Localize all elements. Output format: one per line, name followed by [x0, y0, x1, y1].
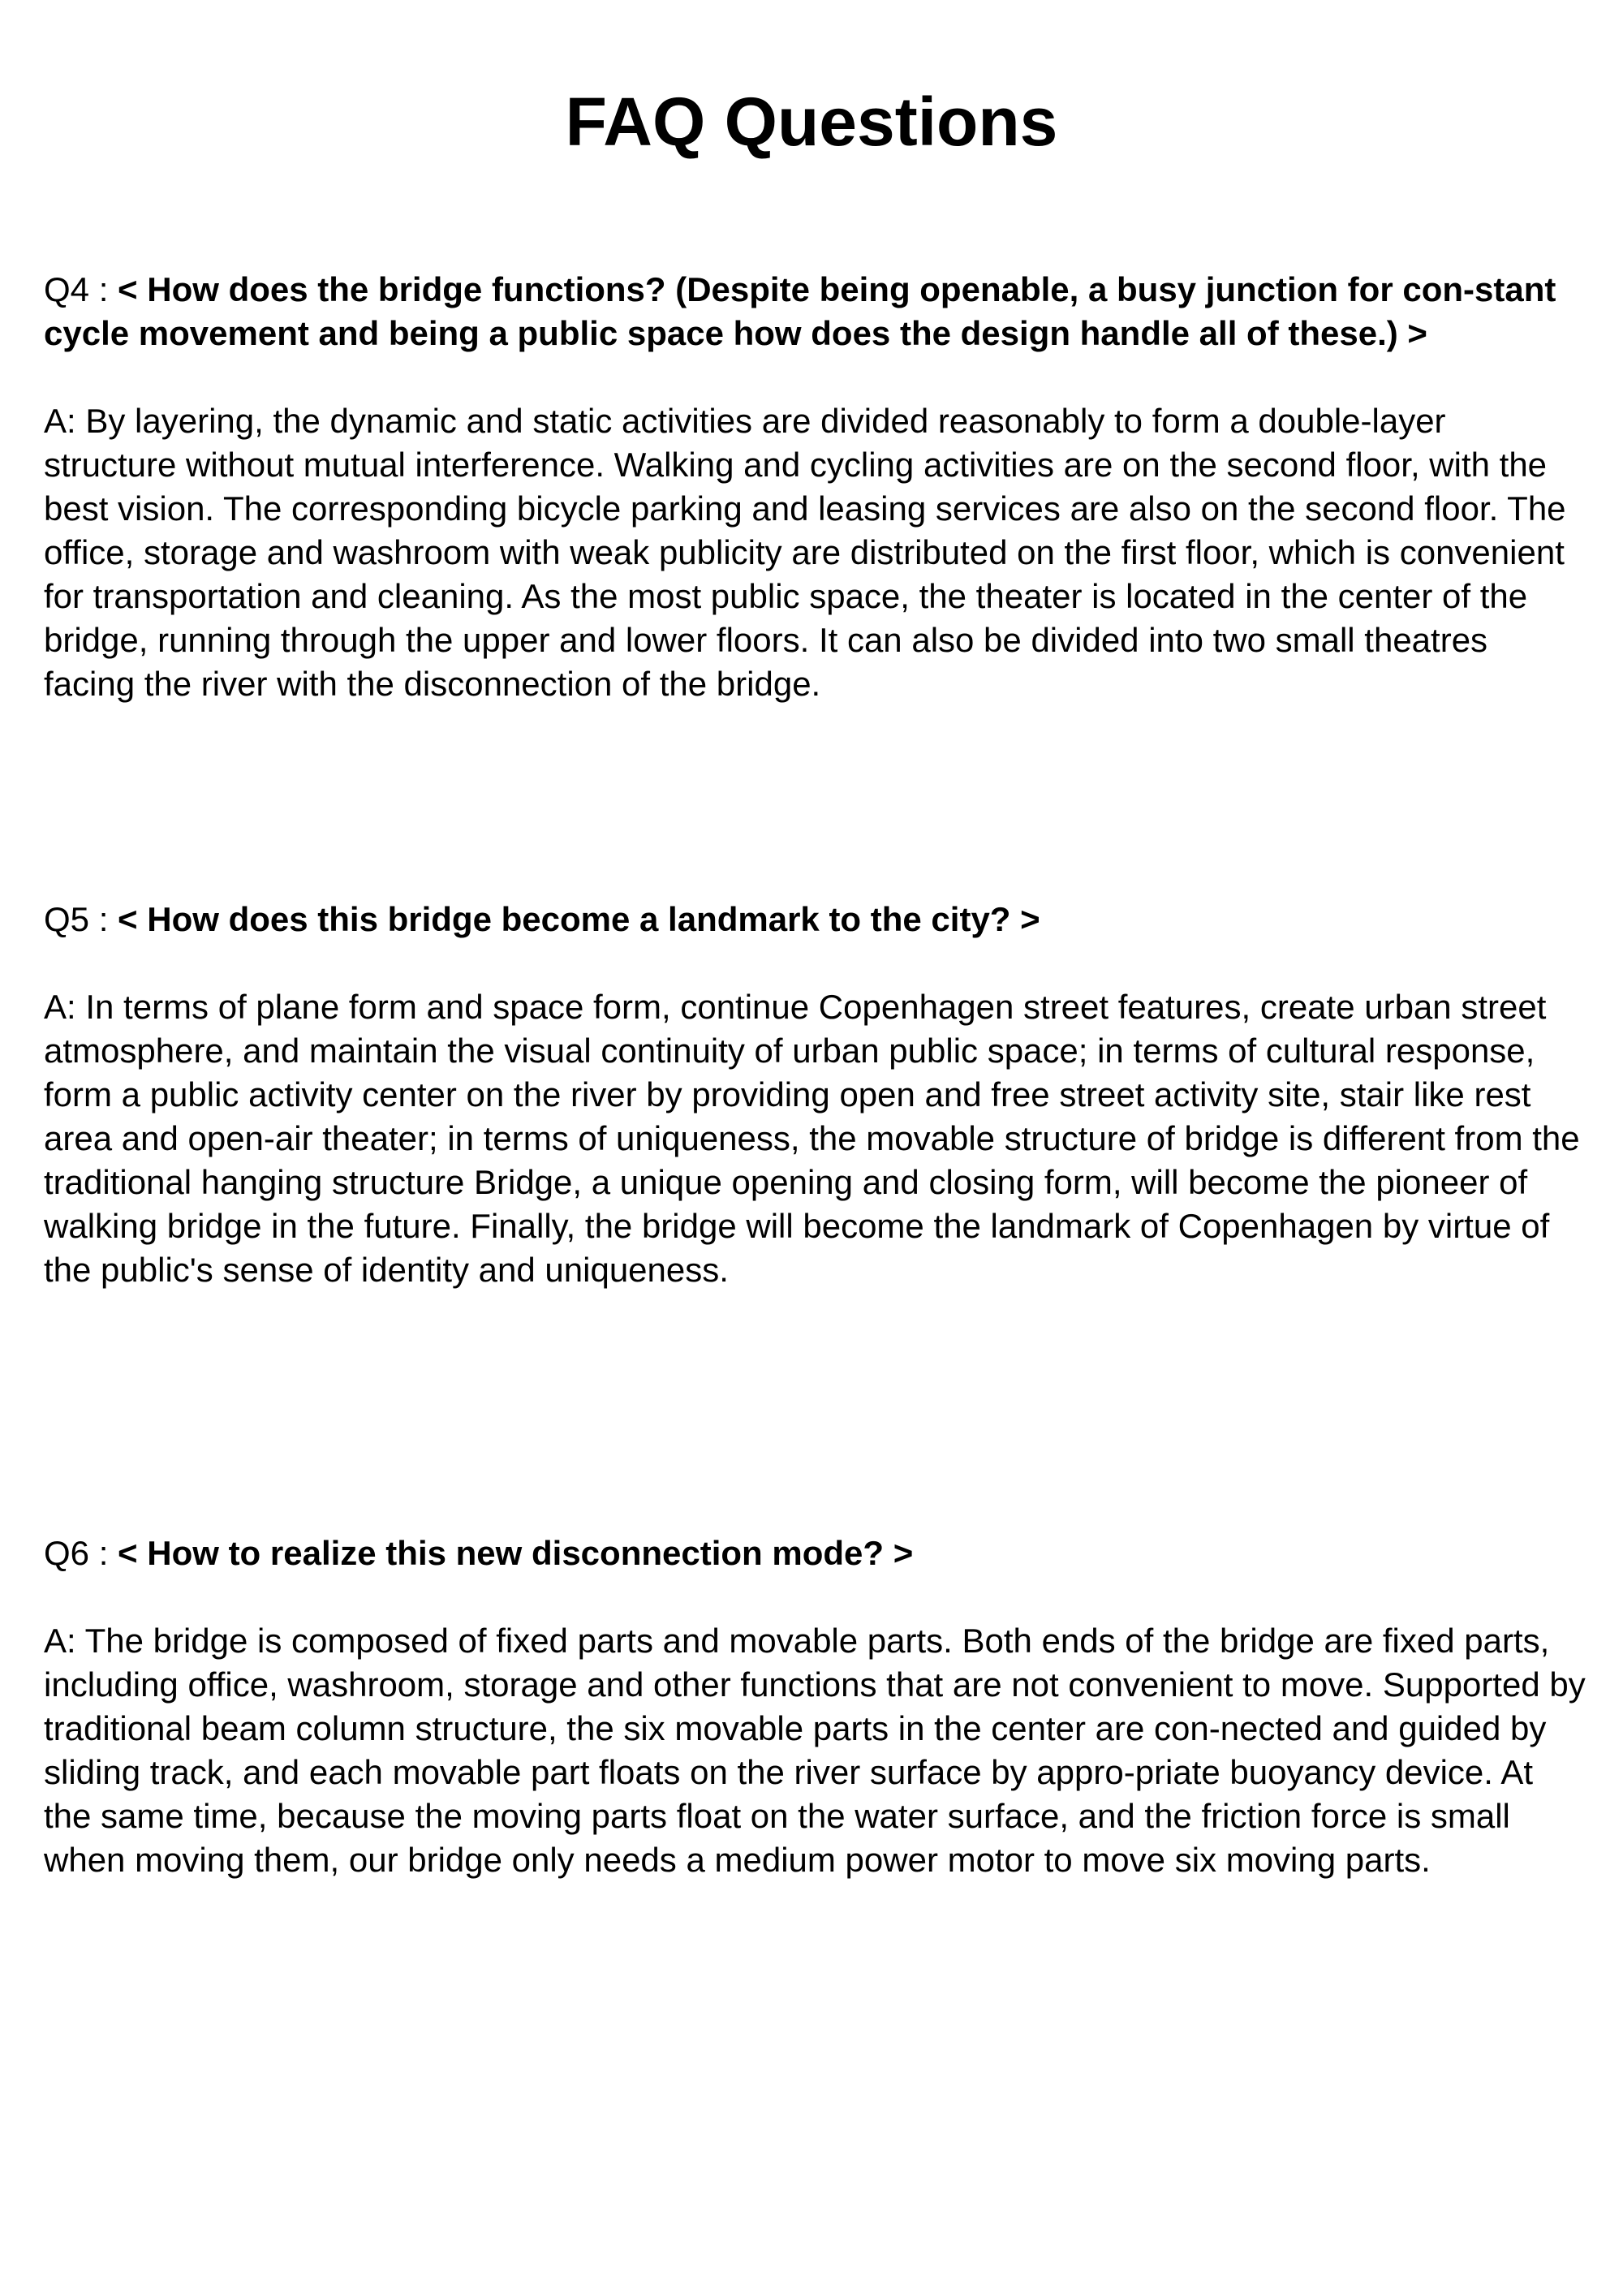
faq-item-q4	[44, 268, 1586, 706]
faq-item-q5	[44, 898, 1586, 1292]
question-number: Q4 :	[44, 270, 118, 308]
page-title: FAQ Questions	[565, 84, 1058, 160]
faq-item-q6	[44, 1531, 1586, 1882]
question-text: < How does this bridge become a landmark to the city? >	[118, 900, 1040, 938]
faq-question	[44, 268, 1586, 355]
faq-answer: A: In terms of plane form and space form, continue Copenhagen street features, create urban street atmosphere, and maintain the visual continuity of urban public space; in terms of cultural response, form a public activity center on the river by providing open and free street activity site, stair like rest area and open-air theater; in terms of uniqueness, the movable structure of bridge is different from the traditional hanging structure Bridge, a unique opening and closing form, will become the pioneer of walking bridge in the future. Finally, the bridge will become the landmark of Copenhagen by virtue of the public's sense of identity and uniqueness.	[44, 988, 1580, 1289]
faq-question	[44, 898, 1586, 941]
faq-answer: A: The bridge is composed of fixed parts and movable parts. Both ends of the bridge are fixed parts, including office, washroom, storage and other functions that are not convenient to move. Supported by traditional beam column structure, the six movable parts in the center are con-nected and guided by sliding track, and each movable part floats on the river surface by appro-priate buoyancy device. At the same time, because the moving parts float on the water surface, and the friction force is small when moving them, our bridge only needs a medium power motor to move six moving parts.	[44, 1622, 1586, 1879]
question-number: Q5 :	[44, 900, 118, 938]
question-number: Q6 :	[44, 1534, 118, 1572]
faq-question	[44, 1531, 1586, 1575]
question-text: < How does the bridge functions? (Despite being openable, a busy junction for con-stant cycle movement and being a public space how does the design handle all of these.) >	[44, 270, 1556, 352]
faq-answer: A: By layering, the dynamic and static activities are divided reasonably to form a double-layer structure without mutual interference. Walking and cycling activities are on the second floor, with the best vision. The corresponding bicycle parking and leasing services are also on the second floor. The office, storage and washroom with weak publicity are distributed on the first floor, which is convenient for transportation and cleaning. As the most public space, the theater is located in the center of the bridge, running through the upper and lower floors. It can also be divided into two small theatres facing the river with the disconnection of the bridge.	[44, 402, 1566, 703]
question-text: < How to realize this new disconnection mode? >	[118, 1534, 914, 1572]
